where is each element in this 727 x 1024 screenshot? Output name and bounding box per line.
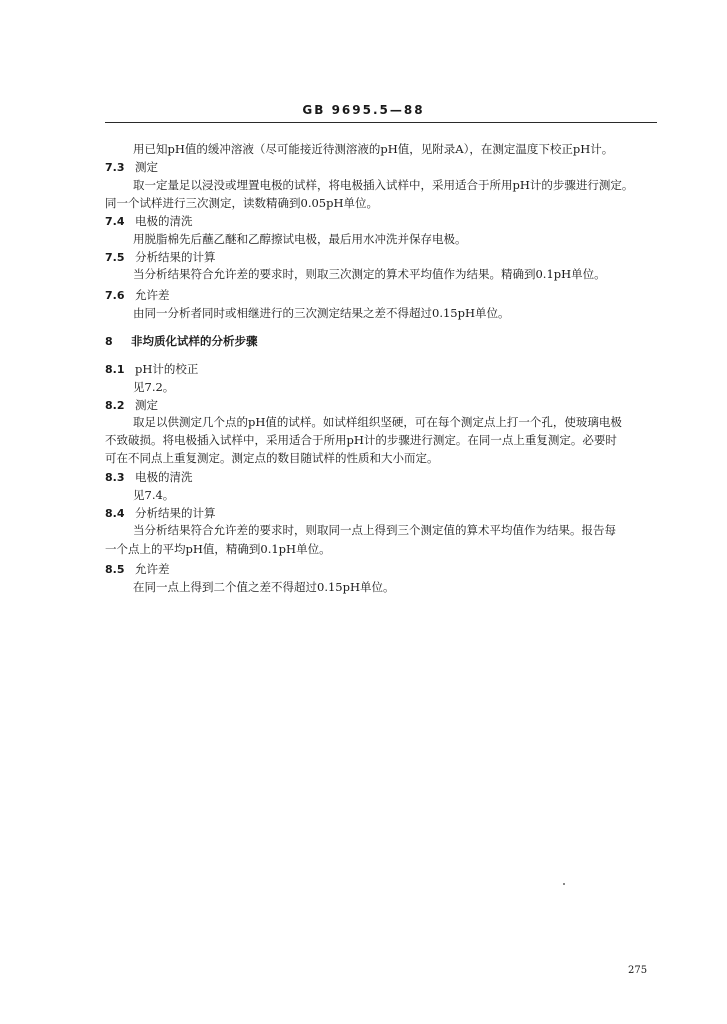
section-heading: 7.5 分析结果的计算 — [105, 250, 216, 264]
chapter-heading: 8 非均质化试样的分析步骤 — [105, 334, 258, 348]
section-heading: 8.3 电极的清洗 — [105, 470, 193, 484]
page-number: 275 — [628, 965, 648, 976]
body-line: 不致破损。将电极插入试样中，采用适合于所用pH计的步骤进行测定。在同一点上重复测定。必要时 — [105, 433, 617, 447]
section-heading: 7.3 测定 — [105, 160, 158, 174]
body-line: 见7.4。 — [133, 488, 175, 502]
body-line: 用已知pH值的缓冲溶液（尽可能接近待测溶液的pH值，见附录A），在测定温度下校正pH计。 — [133, 142, 614, 156]
body-line: 取足以供测定几个点的pH值的试样。如试样组织坚硬，可在每个测定点上打一个孔，使玻璃电极 — [133, 415, 622, 429]
header-rule — [105, 122, 657, 123]
scan-speck — [563, 883, 565, 885]
section-heading: 8.5 允许差 — [105, 562, 170, 576]
section-heading: 8.1 pH计的校正 — [105, 362, 199, 376]
body-line: 可在不同点上重复测定。测定点的数目随试样的性质和大小而定。 — [105, 451, 439, 465]
body-line: 当分析结果符合允许差的要求时，则取三次测定的算术平均值作为结果。精确到0.1pH单位。 — [133, 267, 606, 281]
body-line: 取一定量足以浸没或埋置电极的试样，将电极插入试样中，采用适合于所用pH计的步骤进行测定。 — [133, 178, 634, 192]
body-line: 见7.2。 — [133, 380, 175, 394]
body-line: 当分析结果符合允许差的要求时，则取同一点上得到三个测定值的算术平均值作为结果。报告每 — [133, 523, 616, 537]
body-line: 在同一点上得到二个值之差不得超过0.15pH单位。 — [133, 580, 395, 594]
body-line: 同一个试样进行三次测定，读数精确到0.05pH单位。 — [105, 196, 378, 210]
section-heading: 8.2 测定 — [105, 398, 158, 412]
body-line: 由同一分析者同时或相继进行的三次测定结果之差不得超过0.15pH单位。 — [133, 306, 510, 320]
body-line: 用脱脂棉先后蘸乙醚和乙醇擦试电极，最后用水冲洗并保存电极。 — [133, 232, 467, 246]
body-line: 一个点上的平均pH值，精确到0.1pH单位。 — [105, 542, 331, 556]
standard-header: GB 9695.5—88 — [302, 103, 425, 117]
section-heading: 8.4 分析结果的计算 — [105, 506, 216, 520]
section-heading: 7.6 允许差 — [105, 288, 170, 302]
section-heading: 7.4 电极的清洗 — [105, 214, 193, 228]
